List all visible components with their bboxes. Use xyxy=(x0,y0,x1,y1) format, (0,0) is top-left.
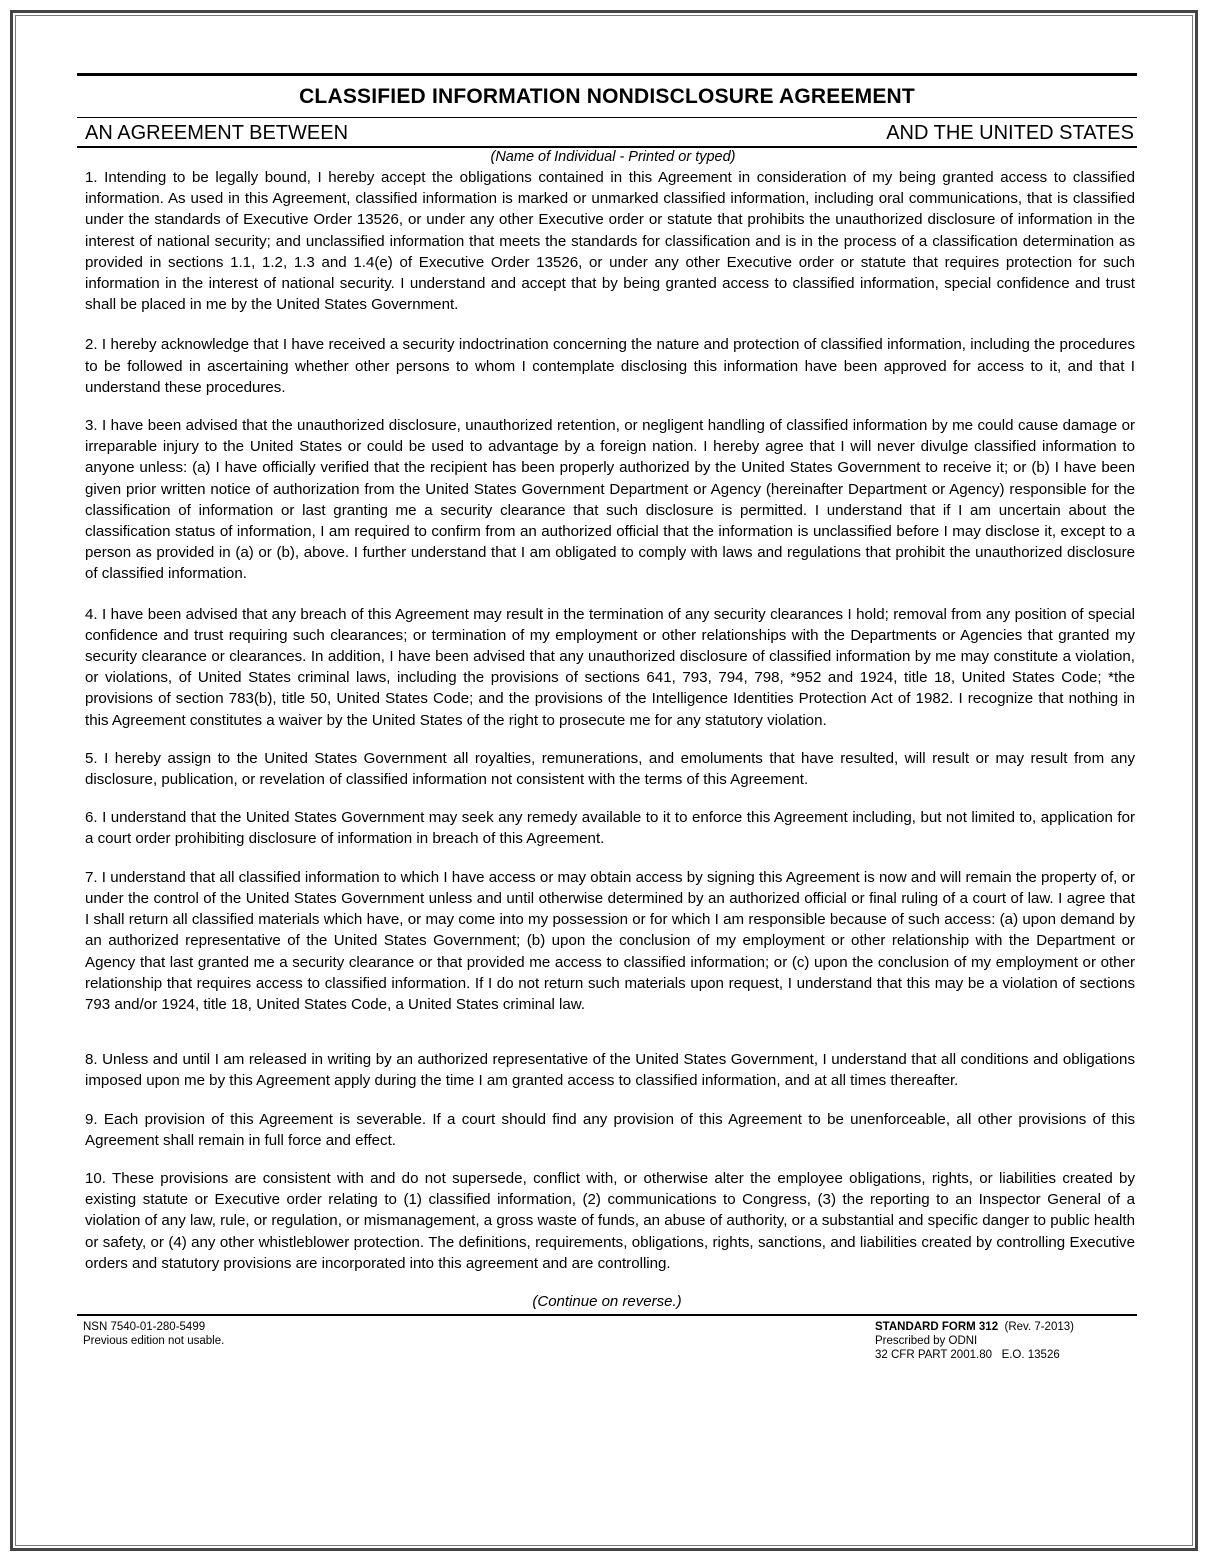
nsn-number: NSN 7540-01-280-5499 xyxy=(83,1320,206,1333)
name-caption: (Name of Individual - Printed or typed) xyxy=(490,149,736,165)
cfr-reference: 32 CFR PART 2001.80 E.O. 13526 xyxy=(875,1348,1060,1361)
top-rule xyxy=(77,73,1137,76)
paragraph-9: 9. Each provision of this Agreement is severable. If a court should find any provision of this Agreement to be unenforceable, all other provisions of this Agreement shall remain in full force and effect. xyxy=(85,1110,1135,1149)
paragraph-1: 1. Intending to be legally bound, I hereby accept the obligations contained in this Agreement in consideration of my being granted access to classified information. As used in this Agreement, classified information is marked or unmarked classified information, including oral communications, that is classified under the standards of Executive Order 13526, or under any other Executive order or statute that prohibits the unauthorized disclosure of information in the interest of national security; and unclassified information that meets the standards for classification and is in the process of a classification determination as provided in sections 1.1, 1.2, 1.3 and 1.4(e) of Executive Order 13526, or under any other Executive order or statute that requires protection for such information in the interest of national security. I understand and accept that by being granted access to classified information, special confidence and trust shall be placed in me by the United States Government. xyxy=(85,169,1135,314)
agreement-between-label: AN AGREEMENT BETWEEN xyxy=(85,122,349,144)
form-footer xyxy=(77,1320,1137,1362)
form-page xyxy=(77,73,1137,1362)
paragraph-4: 4. I have been advised that any breach of this Agreement may result in the termination of any security clearances I hold; removal from any position of special confidence and trust requiring such clearances; or termination of my employment or other relationships with the Departments or Agencies that granted my security clearance or clearances. In addition, I have been advised that any unauthorized disclosure of classified information by me may constitute a violation, or violations, of United States criminal laws, including the provisions of sections 641, 793, 794, 798, *952 and 1924, title 18, United States Code; *the provisions of section 783(b), title 50, United States Code; and the provisions of the Intelligence Identities Protection Act of 1982. I recognize that nothing in this Agreement constitutes a waiver by the United States of the right to prosecute me for any statutory violation. xyxy=(85,605,1135,729)
previous-edition-note: Previous edition not usable. xyxy=(83,1334,225,1347)
prescribed-by: Prescribed by ODNI xyxy=(875,1334,978,1347)
footer-rule xyxy=(77,1314,1137,1316)
continue-note: (Continue on reverse.) xyxy=(532,1292,682,1310)
paragraph-6: 6. I understand that the United States Government may seek any remedy available to it to enforce this Agreement including, but not limited to, application for a court order prohibiting disclosure of information in breach of this Agreement. xyxy=(85,809,1135,848)
title-rule xyxy=(77,117,1137,118)
agreement-parties-row xyxy=(77,121,1137,146)
agreement-body xyxy=(77,167,1137,1274)
form-designation xyxy=(875,1320,1137,1334)
paragraph-8: 8. Unless and until I am released in writing by an authorized representative of the United States Government, I understand that all conditions and obligations imposed upon me by this Agreement apply during the time I am granted access to classified information, and at all times thereafter. xyxy=(85,1051,1135,1090)
footer-right xyxy=(875,1320,1137,1362)
form-revision: (Rev. 7-2013) xyxy=(1004,1320,1074,1333)
paragraph-3: 3. I have been advised that the unauthorized disclosure, unauthorized retention, or negligent handling of classified information by me could cause damage or irreparable injury to the United States or could be used to advantage by a foreign nation. I hereby agree that I will never divulge classified information to anyone unless: (a) I have officially verified that the recipient has been properly authorized by the United States Government to receive it; or (b) I have been given prior written notice of authorization from the United States Government Department or Agency (hereinafter Department or Agency) responsible for the classification of information or last granting me a security clearance that such disclosure is permitted. I understand that if I am uncertain about the classification status of information, I am required to confirm from an authorized official that the information is unclassified before I may disclose it, except to a person as provided in (a) or (b), above. I further understand that I am obligated to comply with laws and regulations that prohibit the unauthorized disclosure of classified information. xyxy=(85,417,1135,583)
paragraph-7: 7. I understand that all classified information to which I have access or may obtain access by signing this Agreement is now and will remain the property of, or under the control of the United States Government unless and until otherwise determined by an authorized official or final ruling of a court of law. I agree that I shall return all classified materials which have, or may come into my possession or for which I am responsible because of such access: (a) upon demand by an authorized representative of the United States Government; (b) upon the conclusion of my employment or other relationship with the Department or Agency that last granted me a security clearance or that provided me access to classified information; or (c) upon the conclusion of my employment or other relationship that requires access to classified information. If I do not return such materials upon request, I understand that this may be a violation of sections 793 and/or 1924, title 18, United States Code, a United States criminal law. xyxy=(85,868,1135,1013)
and-united-states-label: AND THE UNITED STATES xyxy=(886,122,1134,144)
name-line xyxy=(77,146,1137,148)
paragraph-10: 10. These provisions are consistent with and do not supersede, conflict with, or otherwise alter the employee obligations, rights, or liabilities created by existing statute or Executive order relating to (1) classified information, (2) communications to Congress, (3) the reporting to an Inspector General of a violation of any law, rule, or regulation, or mismanagement, a gross waste of funds, an abuse of authority, or a substantial and specific danger to public health or safety, or (4) any other whistleblower protection. The definitions, requirements, obligations, rights, sanctions, and liabilities created by controlling Executive orders and statutory provisions are incorporated into this agreement and are controlling. xyxy=(85,1169,1135,1272)
paragraph-2: 2. I hereby acknowledge that I have received a security indoctrination concerning the nature and protection of classified information, including the procedures to be followed in ascertaining whether other persons to whom I contemplate disclosing this information have been approved for access to it, and that I understand these procedures. xyxy=(85,336,1135,396)
form-title: CLASSIFIED INFORMATION NONDISCLOSURE AGREEMENT xyxy=(299,85,915,108)
paragraph-5: 5. I hereby assign to the United States Government all royalties, remunerations, and emoluments that have resulted, will result or may result from any disclosure, publication, or revelation of classified information not consistent with the terms of this Agreement. xyxy=(85,749,1135,789)
standard-form-number: STANDARD FORM 312 xyxy=(875,1320,999,1333)
footer-left xyxy=(83,1320,224,1362)
